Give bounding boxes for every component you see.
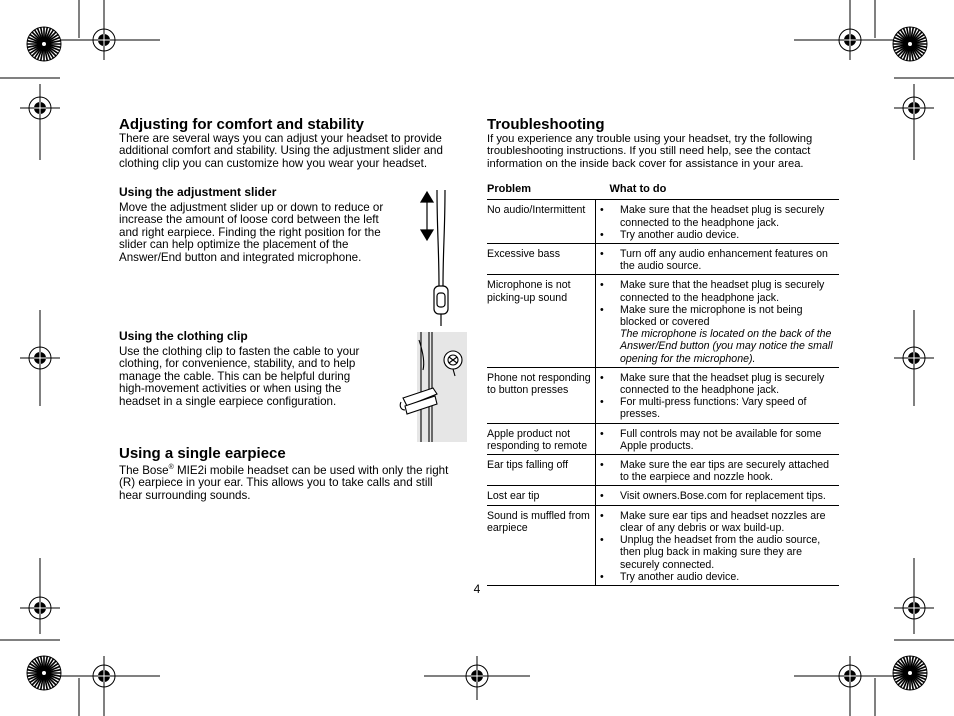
bose-brand: The Bose: [119, 463, 169, 477]
solution-list: [600, 248, 837, 272]
solution-item: • For multi-press functions: Vary speed of presses.: [600, 396, 837, 420]
registered-mark: ®: [168, 464, 174, 471]
table-row: [487, 244, 839, 275]
solution-item: • Turn off any audio enhancement features on the audio source.: [600, 248, 837, 272]
table-row: [487, 200, 839, 244]
solution-list: [600, 279, 837, 328]
solution-cell: [596, 505, 840, 585]
subsection-title-slider: Using the adjustment slider: [119, 185, 277, 199]
table-row: [487, 505, 839, 585]
table-row: [487, 486, 839, 505]
single-earpiece-text: MIE2i mobile headset can be used with only the right (R) earpiece in your ear. This allows you to take calls and still hear surrounding sounds.: [119, 463, 449, 502]
troubleshooting-intro: If you experience any trouble using your headset, try the following troubleshooting instructions. If you still need help, see the contact information on the inside back cover for assistance in your area.: [487, 133, 813, 170]
solution-item: • Make sure the microphone is not being blocked or covered: [600, 304, 837, 328]
subsection-body-clip: Use the clothing clip to fasten the cable to your clothing, for convenience, stability, and to help manage the cable. This can be helpful during high-movement activities or when using the headset in a single earpiece configuration.: [119, 345, 360, 408]
solution-list: [600, 459, 837, 483]
problem-cell: Sound is muffled from earpiece: [487, 505, 596, 585]
solution-item: • Make sure ear tips and headset nozzles are clear of any debris or wax build-up.: [600, 510, 837, 534]
troubleshooting-title: Troubleshooting: [487, 116, 605, 133]
table-header-row: [487, 183, 839, 200]
left-column: [119, 116, 469, 170]
problem-cell: Apple product not responding to remote: [487, 423, 596, 454]
problem-cell: No audio/Intermittent: [487, 200, 596, 244]
solution-item: • Visit owners.Bose.com for replacement tips.: [600, 490, 837, 502]
solution-cell: [596, 275, 840, 367]
solution-item: • Unplug the headset from the audio source, then plug back in making sure they are securely connected.: [600, 534, 837, 571]
solution-cell: [596, 486, 840, 505]
problem-cell: Ear tips falling off: [487, 455, 596, 486]
solution-note: The microphone is located on the back of the Answer/End button (you may notice the small opening for the microphone).: [620, 328, 833, 365]
solution-item: • Try another audio device.: [600, 571, 837, 583]
section-intro-comfort: There are several ways you can adjust your headset to provide additional comfort and stability. Using the adjustment slider and clothing clip you can customize how you wear your headset.: [119, 132, 443, 170]
solution-list: [600, 204, 837, 241]
solution-cell: [596, 367, 840, 423]
problem-cell: Lost ear tip: [487, 486, 596, 505]
table-row: [487, 423, 839, 454]
solution-cell: [596, 200, 840, 244]
subsection-title-clip: Using the clothing clip: [119, 329, 248, 343]
page-number: 4: [473, 582, 481, 596]
solution-item: • Make sure that the headset plug is securely connected to the headphone jack.: [600, 279, 837, 303]
solution-item: • Make sure that the headset plug is securely connected to the headphone jack.: [600, 204, 837, 228]
problem-cell: Microphone is not picking-up sound: [487, 275, 596, 367]
right-column: [487, 116, 839, 586]
column-header-what-to-do: What to do: [596, 183, 840, 200]
column-header-problem: Problem: [487, 183, 596, 200]
solution-list: [600, 428, 837, 452]
table-row: [487, 455, 839, 486]
solution-item: • Make sure the ear tips are securely attached to the earpiece and nozzle hook.: [600, 459, 837, 483]
table-row: [487, 367, 839, 423]
problem-cell: Phone not responding to button presses: [487, 367, 596, 423]
solution-list: [600, 490, 837, 502]
problem-cell: Excessive bass: [487, 244, 596, 275]
solution-list: [600, 372, 837, 421]
solution-cell: [596, 455, 840, 486]
clothing-clip-illustration: [399, 332, 467, 442]
section-title-comfort: Adjusting for comfort and stability: [119, 116, 365, 133]
solution-item: • Full controls may not be available for some Apple products.: [600, 428, 837, 452]
section-body-single-earpiece: [119, 462, 459, 502]
table-row: [487, 275, 839, 367]
troubleshooting-table: [487, 183, 839, 586]
troubleshooting-table-body: [487, 200, 839, 585]
section-title-single-earpiece: Using a single earpiece: [119, 445, 286, 462]
solution-cell: [596, 244, 840, 275]
solution-item: • Make sure that the headset plug is securely connected to the headphone jack.: [600, 372, 837, 396]
adjustment-slider-illustration: [415, 190, 465, 326]
subsection-body-slider: Move the adjustment slider up or down to reduce or increase the amount of loose cord between the left and right earpiece. Finding the right position for the slider can help optimize the placement of the Answer/End button and integrated microphone.: [119, 201, 384, 264]
solution-list: [600, 510, 837, 583]
solution-cell: [596, 423, 840, 454]
solution-item: • Try another audio device.: [600, 229, 837, 241]
